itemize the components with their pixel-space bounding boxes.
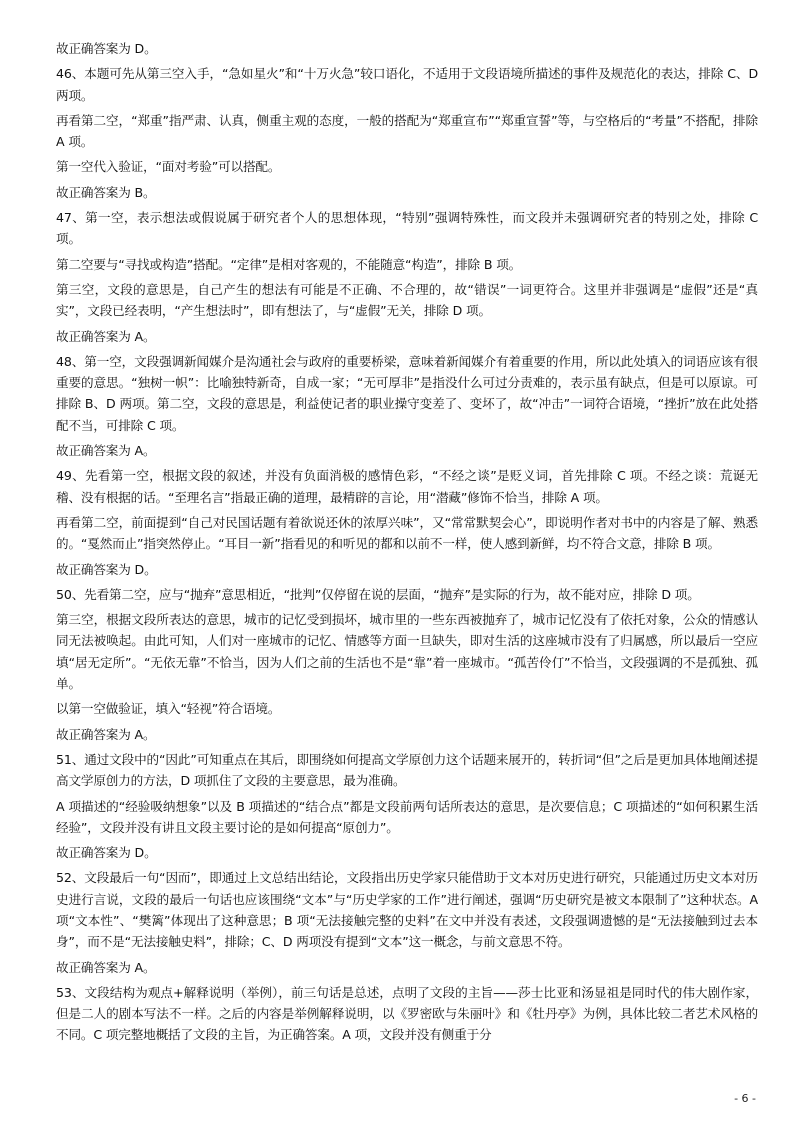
question-48-explanation: 48、第一空，文段强调新闻媒介是沟通社会与政府的重要桥梁，意味着新闻媒介有着重要的作用，所以此处填入的词语应该有很重要的意思。“独树一帜”：比喻独特新奇，自成一家；“无可厚非”是指没什么可过分责难的，表示虽有缺点，但是可以原谅。可排除 B、D 两项。第二空，文段的意思是，利益使记者的职业操守变差了、变坏了，故“冲击”一词符合语境，“挫折”放在此处搭配不当，可排除 C 项。 — [56, 353, 758, 433]
answer-line: 故正确答案为 A。 — [56, 443, 156, 459]
explanation-paragraph: 第三空，文段的意思是，自己产生的想法有可能是不正确、不合理的，故“错误”一词更符合。这里并非强调是“虚假”还是“真实”，文段已经表明，“产生想法时”，即有想法了，与“虚假”无关，排除 D 项。 — [56, 281, 758, 319]
answer-line: 故正确答案为 A。 — [56, 328, 156, 344]
answer-line: 故正确答案为 D。 — [56, 561, 157, 577]
explanation-paragraph: A 项描述的“经验吸纳想象”以及 B 项描述的“结合点”都是文段前两句话所表达的意思，是次要信息；C 项描述的“如何积累生活经验”，文段并没有讲且文段主要讨论的是如何提高“原创力”。 — [56, 798, 758, 835]
question-46-explanation: 46、本题可先从第三空入手，“急如星火”和“十万火急”较口语化，不适用于文段语境所描述的事件及规范化的表达，排除 C、D 两项。 — [56, 66, 758, 103]
explanation-paragraph: 再看第二空，“郑重”指严肃、认真，侧重主观的态度，一般的搭配为“郑重宣布”“郑重宣誓”等，与空格后的“考量”不搭配，排除 A 项。 — [56, 112, 758, 150]
question-52-explanation: 52、文段最后一句“因而”，即通过上文总结出结论，文段指出历史学家只能借助于文本对历史进行研究，只能通过历史文本对历史进行言说，文段的最后一句话也应该围绕“文本”与“历史学家的工作”进行阐述，强调“历史研究是被文本限制了”这种状态。A 项“文本性”、“樊篱”体现出了这种意思；B 项“无法接触完整的史料”在文中并没有表述，文段强调遗憾的是“无法接触到过去本身”，而不是“无法接触史料”，排除；C、D 两项没有提到“文本”这一概念，与前文意思不符。 — [56, 870, 758, 950]
question-47-explanation: 47、第一空，表示想法或假说属于研究者个人的思想体现，“特别”强调特殊性，而文段并未强调研究者的特别之处，排除 C 项。 — [56, 210, 758, 247]
explanation-paragraph: 再看第二空，前面提到“自己对民国话题有着欲说还休的浓厚兴味”，又“常常默契会心”，即说明作者对书中的内容是了解、熟悉的。“戛然而止”指突然停止。“耳目一新”指看见的和听见的都和以前不一样，使人感到新鲜，均不符合文意，排除 B 项。 — [56, 514, 758, 552]
question-53-explanation: 53、文段结构为观点+解释说明（举例），前三句话是总述，点明了文段的主旨——莎士比亚和汤显祖是同时代的伟大剧作家，但是二人的剧本写法不一样。之后的内容是举例解释说明，以《罗密欧与朱丽叶》和《牡丹亭》为例，具体比较二者艺术风格的不同。C 项完整地概括了文段的主旨，为正确答案。A 项，文段并没有侧重于分 — [56, 984, 758, 1043]
question-49-explanation: 49、先看第一空，根据文段的叙述，并没有负面消极的感情色彩，“不经之谈”是贬义词，首先排除 C 项。不经之谈：荒诞无稽、没有根据的话。“至理名言”指最正确的道理，最精辟的言论，用“潜藏”修饰不恰当，排除 A 项。 — [56, 468, 758, 505]
explanation-paragraph: 第三空，根据文段所表达的意思，城市的记忆受到损坏，城市里的一些东西被抛弃了，城市记忆没有了依托对象，公众的情感认同无法被唤起。由此可知，人们对一座城市的记忆、情感等方面一旦缺失，即对生活的这座城市没有了归属感，所以最后一空应填“居无定所”。“无依无靠”不恰当，因为人们之前的生活也不是“靠”着一座城市。“孤苦伶仃”不恰当，文段强调的不是孤独、孤单。 — [56, 612, 758, 692]
answer-line: 故正确答案为 D。 — [56, 845, 157, 861]
question-51-explanation: 51、通过文段中的“因此”可知重点在其后，即围绕如何提高文学原创力这个话题来展开的，转折词“但”之后是更加具体地阐述提高文学原创力的方法，D 项抓住了文段的主要意思，最为准确。 — [56, 751, 758, 789]
answer-explanations — [56, 38, 758, 1050]
answer-line: 故正确答案为 D。 — [56, 41, 157, 56]
explanation-paragraph: 以第一空做验证，填入“轻视”符合语境。 — [56, 701, 281, 717]
question-50-explanation: 50、先看第二空，应与“抛弃”意思相近，“批判”仅停留在说的层面，“抛弃”是实际的行为，故不能对应，排除 D 项。 — [56, 586, 700, 602]
answer-line: 故正确答案为 A。 — [56, 959, 156, 975]
explanation-paragraph: 第二空要与“寻找或构造”搭配。“定律”是相对客观的，不能随意“构造”，排除 B 项。 — [56, 256, 522, 272]
answer-line: 故正确答案为 B。 — [56, 184, 156, 200]
page-number: - 6 - — [734, 1092, 756, 1105]
explanation-paragraph: 第一空代入验证，“面对考验”可以搭配。 — [56, 159, 281, 175]
answer-line: 故正确答案为 A。 — [56, 726, 156, 742]
